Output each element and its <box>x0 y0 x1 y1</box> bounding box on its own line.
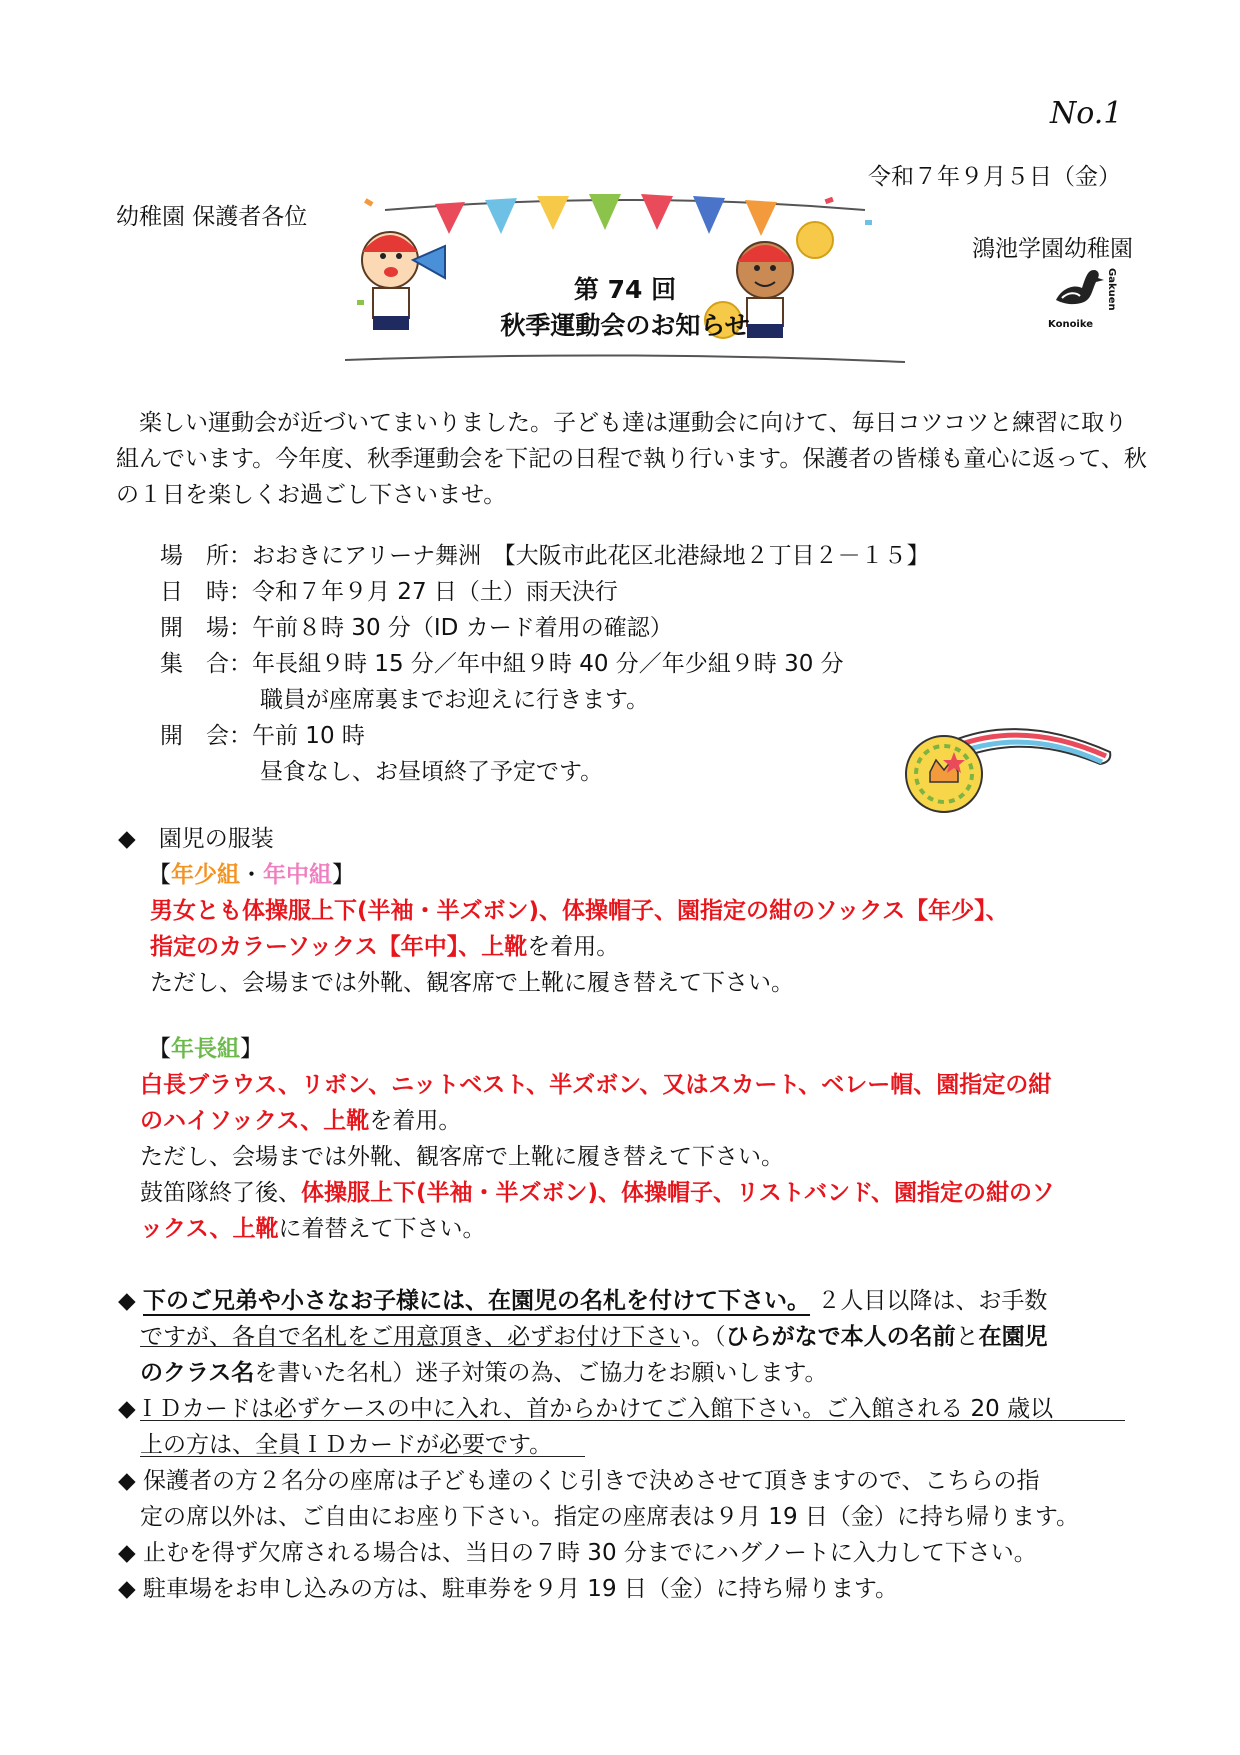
senior-line-3: ただし、会場までは外靴、観客席で上靴に履き替えて下さい。 <box>140 1144 784 1170</box>
clothing-heading: ◆ 園児の服装 <box>118 826 274 852</box>
junior-line-3: ただし、会場までは外靴、観客席で上靴に履き替えて下さい。 <box>150 970 794 996</box>
junior-bracket-close: 】 <box>332 862 355 888</box>
school-name: 鴻池学園幼稚園 <box>972 236 1133 262</box>
note-2-line-2: 上の方は、全員ＩＤカードが必要です。 <box>140 1432 553 1458</box>
senior-class-heading <box>148 1030 263 1063</box>
info-place-label: 場 所： <box>160 543 252 569</box>
info-place-value: おおきにアリーナ舞洲 【大阪市此花区北港緑地２丁目２－１５】 <box>252 543 930 569</box>
note-1-rest: ２人目以降は、お手数 <box>817 1288 1048 1314</box>
intro-line-1: 楽しい運動会が近づいてまいりました。子ども達は運動会に向けて、毎日コツコツと練習に取り <box>116 410 1128 436</box>
note-4: ◆ 止むを得ず欠席される場合は、当日の７時 30 分までにハグノートに入力して下さい。 <box>118 1540 1037 1566</box>
medal-icon <box>900 712 1120 822</box>
info-time-value: 令和７年９月 27 日（土）雨天決行 <box>252 579 618 605</box>
junior-line-2-rest: を着用。 <box>527 934 620 960</box>
junior-line-2 <box>150 928 619 961</box>
junior-bracket-open: 【 <box>148 862 171 888</box>
info-start-note: 昼食なし、お昼頃終了予定です。 <box>260 759 604 785</box>
note-1-bold: 下のご兄弟や小さなお子様には、在園児の名札を付けて下さい。 <box>143 1288 811 1314</box>
note-1-line-2-d: 在園児 <box>978 1324 1048 1350</box>
note-1-line-2-a: ですが、各自で名札をご用意頂き、必ずお付け下さい。（ <box>140 1324 726 1350</box>
senior-line-5 <box>140 1210 485 1243</box>
note-3-line-1: ◆ 保護者の方２名分の座席は子ども達のくじ引きで決めさせて頂きますので、こちらの指 <box>118 1468 1040 1494</box>
note-1-line-3-a: のクラス名 <box>140 1360 255 1386</box>
underline-note-2b <box>140 1456 585 1457</box>
note-1-line-1 <box>118 1282 1047 1315</box>
info-open-label: 開 場： <box>160 615 252 641</box>
senior-line-2 <box>140 1102 461 1135</box>
intro-line-3: の１日を楽しくお過ごし下さいませ。 <box>116 482 507 508</box>
recipient: 幼稚園 保護者各位 <box>116 204 308 230</box>
senior-line-5-rest: に着替えて下さい。 <box>278 1216 486 1242</box>
logo-text: Konoike <box>1048 319 1094 330</box>
senior-line-4 <box>140 1174 1055 1207</box>
info-open-value: 午前８時 30 分（ID カード着用の確認） <box>252 615 673 641</box>
info-open <box>160 610 673 646</box>
senior-line-2-rest: を着用。 <box>369 1108 462 1134</box>
medal-illustration <box>900 712 1100 812</box>
underline-note-2a <box>140 1420 1125 1421</box>
senior-line-4-a: 鼓笛隊終了後、 <box>140 1180 301 1206</box>
senior-bracket-close: 】 <box>240 1036 263 1062</box>
info-time <box>160 574 618 610</box>
senior-class: 年長組 <box>171 1036 240 1062</box>
document-number: No.1 <box>1050 96 1123 131</box>
senior-line-4-red: 体操服上下(半袖・半ズボン)、体操帽子、リストバンド、園指定の紺のソ <box>301 1180 1055 1206</box>
note-1-mark: ◆ <box>118 1288 136 1314</box>
logo-text-vertical: Gakuen <box>1106 268 1117 311</box>
info-gather <box>160 646 844 682</box>
info-start-label: 開 会： <box>160 723 252 749</box>
junior-line-1: 男女とも体操服上下(半袖・半ズボン)、体操帽子、園指定の紺のソックス【年少】、 <box>150 898 1009 924</box>
senior-line-2-red: のハイソックス、上靴 <box>140 1108 370 1134</box>
info-place <box>160 538 930 574</box>
info-start-value: 午前 10 時 <box>252 723 365 749</box>
note-2-line-1: ◆ＩＤカードは必ずケースの中に入れ、首からかけてご入館下さい。ご入館される 20 歳以 <box>118 1396 1054 1422</box>
underline-note-1 <box>140 1346 680 1347</box>
info-time-label: 日 時： <box>160 579 252 605</box>
junior-line-2-red: 指定のカラーソックス【年中】、上靴 <box>150 934 528 960</box>
junior-dot: ・ <box>240 862 263 888</box>
title-banner <box>345 190 905 370</box>
note-1-line-2-b: ひらがなで本人の名前 <box>725 1324 956 1350</box>
event-number: 第 74 回 <box>573 275 677 304</box>
info-gather-value: 年長組９時 15 分／年中組９時 40 分／年少組９時 30 分 <box>252 651 844 677</box>
note-1-line-2-c: と <box>955 1324 979 1350</box>
junior-class-a: 年少組 <box>171 862 240 888</box>
page-title: 秋季運動会のお知らせ <box>500 311 750 340</box>
info-start <box>160 718 365 754</box>
issue-date: 令和７年９月５日（金） <box>868 164 1121 190</box>
junior-class-b: 年中組 <box>263 862 332 888</box>
senior-bracket-open: 【 <box>148 1036 171 1062</box>
note-1-line-3 <box>140 1354 827 1387</box>
note-3-line-2: 定の席以外は、ご自由にお座り下さい。指定の座席表は９月 19 日（金）に持ち帰ります。 <box>140 1504 1080 1530</box>
note-1-line-3-b: を書いた名札）迷子対策の為、ご協力をお願いします。 <box>254 1360 828 1386</box>
intro-line-2: 組んでいます。今年度、秋季運動会を下記の日程で執り行います。保護者の皆様も童心に返って、秋 <box>116 446 1147 472</box>
bird-logo-icon <box>1048 262 1108 312</box>
info-gather-label: 集 合： <box>160 651 252 677</box>
school-logo <box>1048 262 1120 330</box>
info-gather-note: 職員が座席裏までお迎えに行きます。 <box>260 687 650 713</box>
senior-line-1: 白長ブラウス、リボン、ニットベスト、半ズボン、又はスカート、ベレー帽、園指定の紺 <box>140 1072 1052 1098</box>
junior-class-heading <box>148 856 355 889</box>
note-5: ◆ 駐車場をお申し込みの方は、駐車券を９月 19 日（金）に持ち帰ります。 <box>118 1576 899 1602</box>
senior-line-5-red: ックス、上靴 <box>140 1216 279 1242</box>
